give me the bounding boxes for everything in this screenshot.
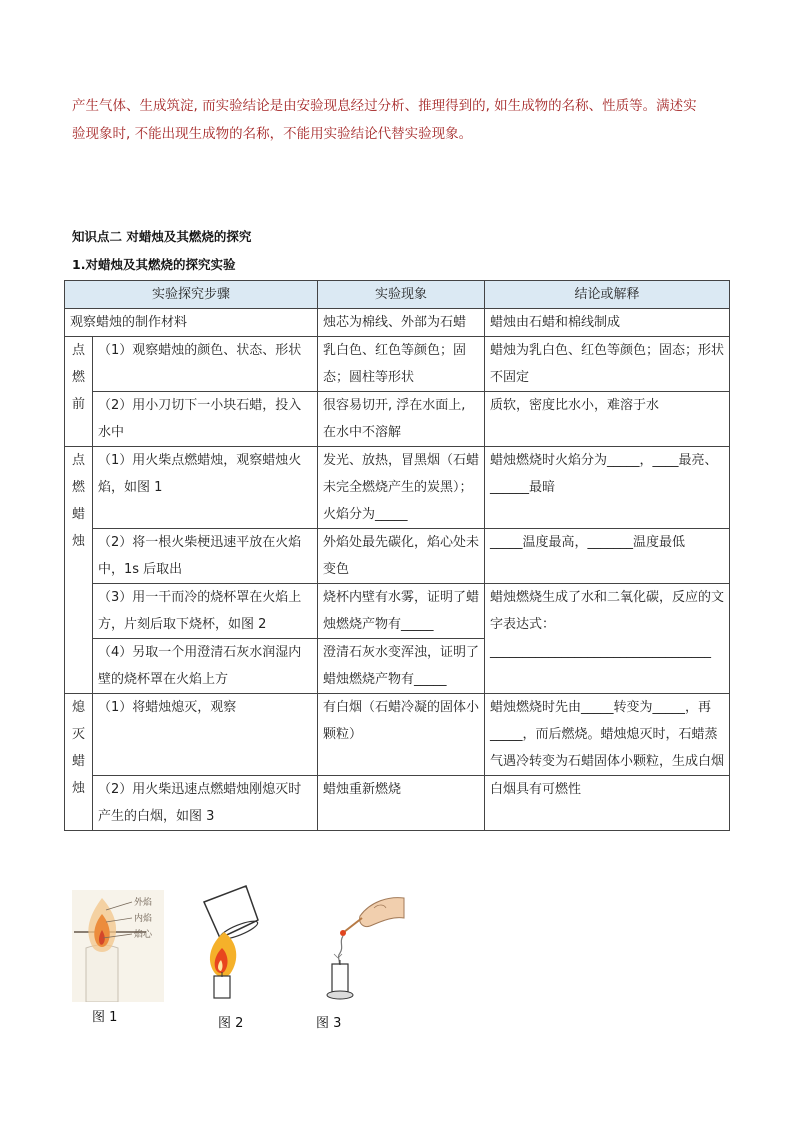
phenomenon-cell: 有白烟（石蜡冷凝的固体小颗粒） xyxy=(318,694,485,776)
stage-char: 燃 xyxy=(71,480,85,495)
header-steps: 实验探究步骤 xyxy=(65,281,318,309)
conclusion-cell: _____温度最高，_______温度最低 xyxy=(485,529,730,584)
table-row xyxy=(65,694,730,776)
subsection-title: 1.对蜡烛及其燃烧的探究实验 xyxy=(72,257,236,272)
intro-line-2: 验现象时, 不能出现生成物的名称，不能用实验结论代替实验现象。 xyxy=(72,126,473,142)
figure-1-caption: 图 1 xyxy=(92,1010,118,1025)
phenomenon-cell: 很容易切开, 浮在水面上, 在水中不溶解 xyxy=(318,392,485,447)
table-row xyxy=(65,337,730,392)
conclusion-text: 蜡烛燃烧生成了水和二氧化碳，反应的文字表达式： xyxy=(490,590,725,632)
conclusion-cell: 白烟具有可燃性 xyxy=(485,776,730,831)
label-flame-core: 焰心 xyxy=(134,930,153,940)
stage-before-ignition xyxy=(65,337,93,447)
stage-char: 烛 xyxy=(71,781,85,796)
stage-char: 烛 xyxy=(71,534,85,549)
phenomenon-cell: 乳白色、红色等颜色；固态；圆柱等形状 xyxy=(318,337,485,392)
figure-2-beaker-over-candle xyxy=(198,880,268,1006)
conclusion-cell: 蜡烛由石蜡和棉线制成 xyxy=(485,309,730,337)
conclusion-cell: 蜡烛为乳白色、红色等颜色；固态；形状不固定 xyxy=(485,337,730,392)
figure-3-caption: 图 3 xyxy=(316,1016,342,1031)
conclusion-cell: 质软，密度比水小，难溶于水 xyxy=(485,392,730,447)
table-header-row xyxy=(65,281,730,309)
conclusion-cell xyxy=(485,584,730,694)
stage-char: 点 xyxy=(71,343,85,358)
experiment-table xyxy=(64,280,730,831)
step-cell: （1）将蜡烛熄灭，观察 xyxy=(93,694,318,776)
conclusion-cell: 蜡烛燃烧时火焰分为_____，____最亮、______最暗 xyxy=(485,447,730,529)
phenomenon-cell: 蜡烛重新燃烧 xyxy=(318,776,485,831)
section-title: 知识点二 对蜡烛及其燃烧的探究 xyxy=(72,229,252,244)
stage-char: 前 xyxy=(71,397,85,412)
stage-char: 灭 xyxy=(71,727,85,742)
header-phenomenon: 实验现象 xyxy=(318,281,485,309)
stage-char: 熄 xyxy=(71,700,85,715)
table-row xyxy=(65,309,730,337)
table-row xyxy=(65,392,730,447)
step-cell: （4）另取一个用澄清石灰水润湿内壁的烧杯罩在火焰上方 xyxy=(93,639,318,694)
table-row xyxy=(65,776,730,831)
figure-1-candle-flame xyxy=(72,890,164,1006)
stage-char: 点 xyxy=(71,453,85,468)
figure-2-caption: 图 2 xyxy=(218,1016,244,1031)
stage-char: 燃 xyxy=(71,370,85,385)
step-cell: （3）用一干而冷的烧杯罩在火焰上方，片刻后取下烧杯，如图 2 xyxy=(93,584,318,639)
phenomenon-cell: 发光、放热，冒黑烟（石蜡未完全燃烧产生的炭黑）；火焰分为_____ xyxy=(318,447,485,529)
phenomenon-cell: 烛芯为棉线、外部为石蜡 xyxy=(318,309,485,337)
intro-paragraph xyxy=(72,92,722,148)
step-cell: （2）用小刀切下一小块石蜡，投入水中 xyxy=(93,392,318,447)
stage-char: 蜡 xyxy=(71,754,85,769)
step-cell: 观察蜡烛的制作材料 xyxy=(65,309,318,337)
step-cell: （2）将一根火柴梗迅速平放在火焰中，1s 后取出 xyxy=(93,529,318,584)
phenomenon-cell: 外焰处最先碳化，焰心处未变色 xyxy=(318,529,485,584)
label-outer-flame: 外焰 xyxy=(134,898,153,908)
stage-char: 蜡 xyxy=(71,507,85,522)
table-row xyxy=(65,529,730,584)
intro-line-1: 产生气体、生成筑淀, 而实验结论是由安验现息经过分析、推理得到的, 如生成物的名称、性质等。满述实 xyxy=(72,98,697,114)
stage-burning xyxy=(65,447,93,694)
phenomenon-cell: 烧杯内壁有水雾，证明了蜡烛燃烧产物有_____ xyxy=(318,584,485,639)
phenomenon-cell: 澄清石灰水变浑浊，证明了蜡烛燃烧产物有_____ xyxy=(318,639,485,694)
table-row xyxy=(65,447,730,529)
conclusion-cell: 蜡烛燃烧时先由_____转变为_____，再_____，而后燃烧。蜡烛熄灭时，石蜡蒸气遇冷转变为石蜡固体小颗粒，生成白烟 xyxy=(485,694,730,776)
step-cell: （1）观察蜡烛的颜色、状态、形状 xyxy=(93,337,318,392)
label-inner-flame: 内焰 xyxy=(134,914,153,924)
figure-3-match-relight xyxy=(316,892,406,1008)
step-cell: （1）用火柴点燃蜡烛，观察蜡烛火焰，如图 1 xyxy=(93,447,318,529)
conclusion-blank: __________________________________ xyxy=(490,644,712,659)
header-conclusion: 结论或解释 xyxy=(485,281,730,309)
step-cell: （2）用火柴迅速点燃蜡烛刚熄灭时产生的白烟，如图 3 xyxy=(93,776,318,831)
table-row xyxy=(65,584,730,639)
stage-extinguish xyxy=(65,694,93,831)
